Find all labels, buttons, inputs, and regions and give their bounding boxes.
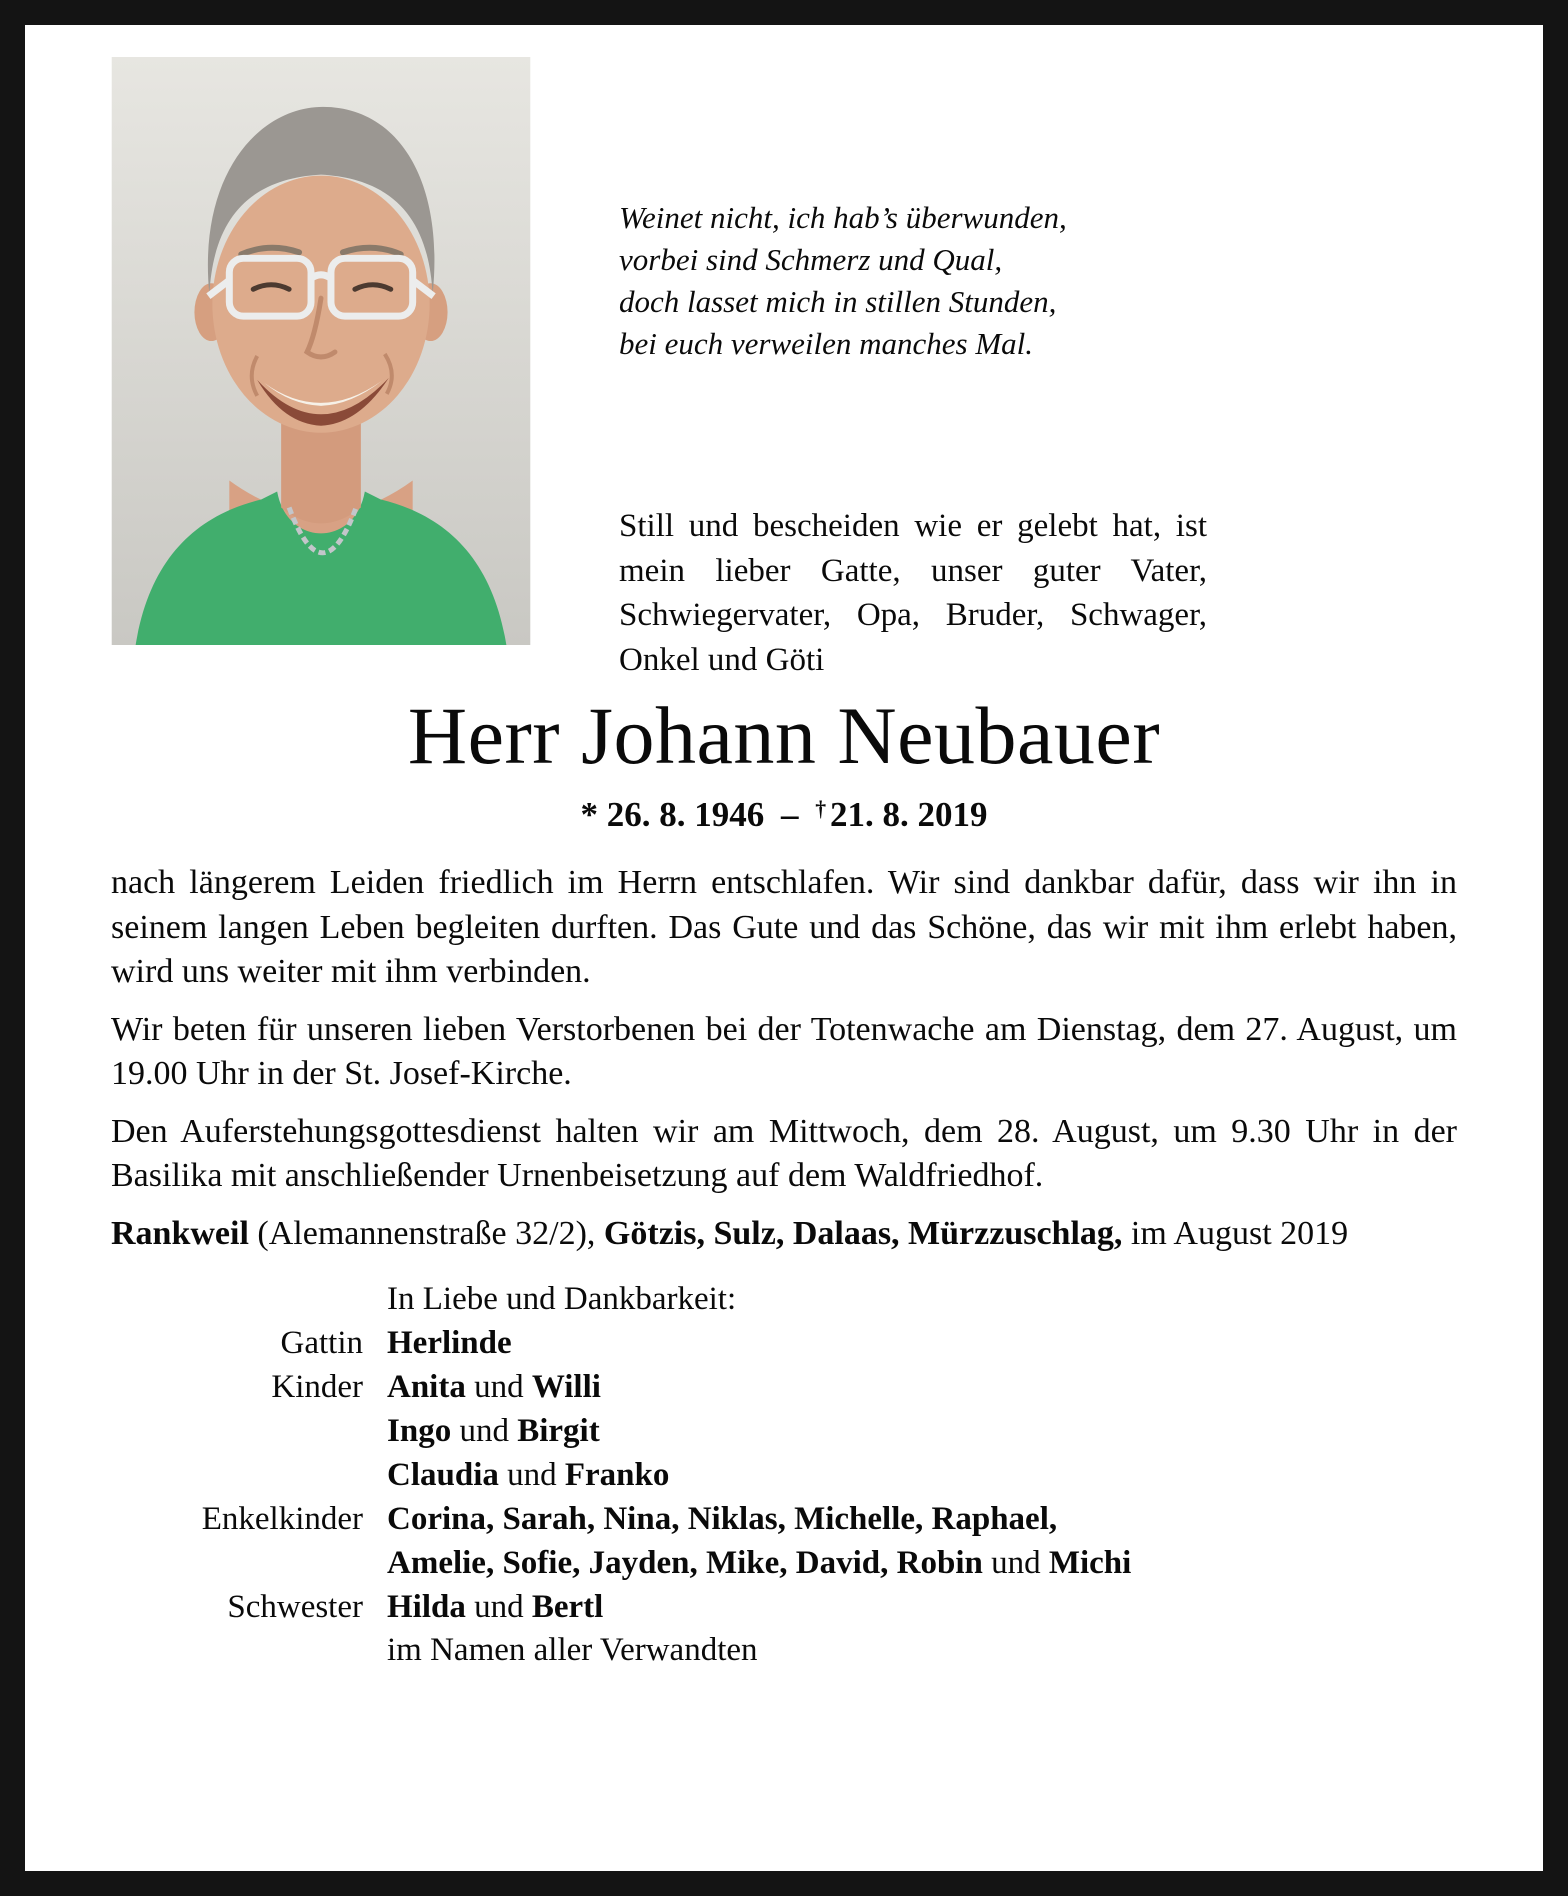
header-section [111,57,1457,683]
family-member-name: Bertl [531,1588,604,1625]
intro-text: Still und bescheiden wie er gelebt hat, ist mein lieber Gatte, unser guter Vater, Schwiegervater, Opa, Bruder, Schwager, Onkel und Göti [619,507,1207,679]
funeral-paragraph: Den Auferstehungsgottesdienst halten wir am Mittwoch, dem 28. August, um 9.30 Uhr in der Basilika mit anschließender Urnenbeisetzung auf dem Waldfriedhof. [111,1112,1457,1195]
conjunction: und [465,1369,532,1406]
family-names [387,1542,1457,1586]
family-section [111,1278,1457,1673]
death-date: 21. 8. 2019 [830,795,988,835]
family-text: im Namen aller Verwandten [387,1632,758,1669]
family-names [387,1322,1457,1366]
family-member-name: Michi [1048,1544,1132,1581]
family-role-label: Schwester [227,1588,363,1625]
family-role-label: Enkelkinder [201,1500,363,1537]
header-text-column [619,57,1207,683]
family-intro-line [387,1278,1457,1322]
family-member-name: Ingo [387,1413,452,1450]
family-member-name: Hilda [387,1588,466,1625]
family-role-label [111,1542,363,1586]
family-member-name: Anita [387,1369,466,1406]
portrait-photo [111,57,531,645]
birth-star-symbol: * [580,795,598,835]
wake-paragraph: Wir beten für unseren lieben Verstorbenen bei der Totenwache am Dienstag, dem 27. August, um 19.00 Uhr in der St. Josef-Kirche. [111,1010,1457,1093]
family-names [387,1498,1457,1542]
poem-line: doch lasset mich in stillen Stunden, [619,284,1057,320]
poem-line: bei euch verweilen manches Mal. [619,326,1034,362]
place-main: Rankweil [111,1214,249,1252]
portrait-illustration [111,57,531,645]
poem-line: vorbei sind Schmerz und Qual, [619,242,1003,278]
family-member-name: Willi [531,1369,601,1406]
family-member-name: Corina, Sarah, Nina, Niklas, Michelle, Raphael, [387,1500,1058,1537]
family-role-label [111,1410,363,1454]
family-member-name: Franko [564,1456,670,1493]
places-other: Götzis, Sulz, Dalaas, Mürzzuschlag, [603,1214,1123,1252]
family-names [387,1454,1457,1498]
announcement-date: im August 2019 [1122,1214,1349,1252]
family-role-label [111,1278,363,1322]
conjunction: und [982,1544,1049,1581]
family-names [387,1366,1457,1410]
places-date-line [111,1212,1457,1257]
life-dates [111,795,1457,835]
birth-date: 26. 8. 1946 [606,795,765,835]
poem-line: Weinet nicht, ich hab’s überwunden, [619,200,1067,235]
announcement-body [111,861,1457,1256]
family-member-name: Claudia [387,1456,499,1493]
conjunction: und [451,1413,518,1450]
death-cross-symbol: † [815,797,827,822]
family-member-name: Herlinde [387,1325,512,1362]
announcement-paragraph: nach längerem Leiden friedlich im Herrn entschlafen. Wir sind dankbar dafür, dass wir ihn in seinem langen Leben begleiten durften. Das Gute und das Schöne, das wir mit ihm erlebt haben, wird uns weiter mit ihm verbinden. [111,864,1457,991]
family-member-name: Birgit [517,1413,600,1450]
family-names [387,1586,1457,1630]
conjunction: und [498,1456,565,1493]
conjunction: und [465,1588,532,1625]
memorial-poem [619,197,1207,366]
family-role-label: Gattin [280,1325,363,1362]
dates-separator: – [780,795,799,835]
place-address: (Alemannenstraße 32/2), [248,1214,604,1252]
family-role-label: Kinder [271,1369,363,1406]
family-text: In Liebe und Dankbarkeit: [387,1281,737,1318]
family-closing-line [387,1629,1457,1673]
family-names [387,1410,1457,1454]
family-member-name: Amelie, Sofie, Jayden, Mike, David, Robin [387,1544,983,1581]
family-role-label [111,1629,363,1673]
family-role-label [111,1454,363,1498]
deceased-name: Herr Johann Neubauer [407,690,1161,782]
